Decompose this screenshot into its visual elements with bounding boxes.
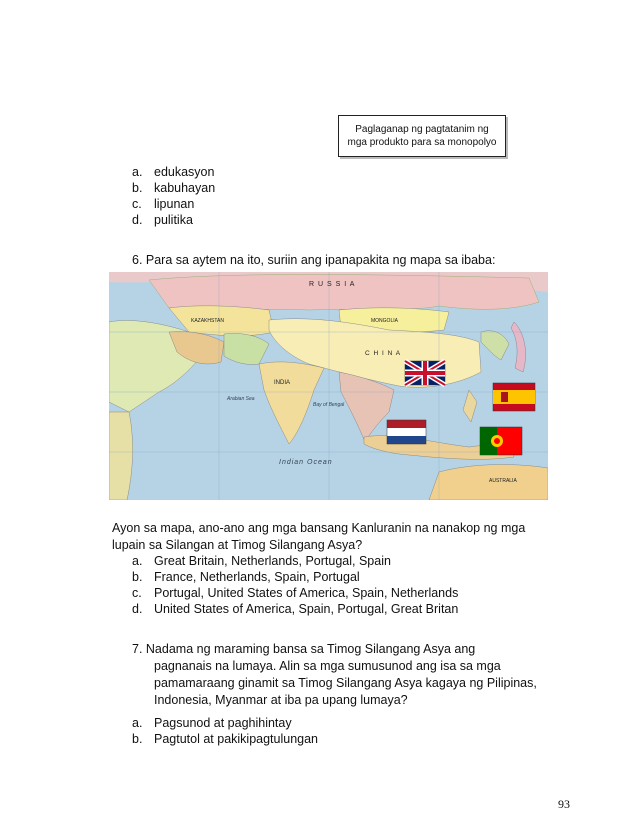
asia-map — [109, 272, 548, 500]
q6-option-c: c. Portugal, United States of America, Spain, Netherlands — [132, 586, 459, 600]
page-number: 93 — [558, 797, 570, 811]
flag-portugal — [480, 427, 522, 455]
map-label-china: C H I N A — [365, 350, 402, 357]
callout-line-1: Paglaganap ng pagtatanim ng — [355, 124, 489, 135]
flag-netherlands — [387, 420, 426, 444]
q6-prompt: 6. Para sa aytem na ito, suriin ang ipanapakita ng mapa sa ibaba: — [132, 253, 496, 267]
callout-box — [338, 115, 506, 157]
q6-option-a: a. Great Britain, Netherlands, Portugal, Spain — [132, 554, 391, 568]
map-label-russia: R U S S I A — [309, 281, 356, 288]
q6-question-line-1: Ayon sa mapa, ano-ano ang mga bansang Kanluranin na nanakop ng mga — [112, 521, 526, 535]
q7-option-b: b. Pagtutol at pakikipagtulungan — [132, 732, 319, 746]
q7-line-4: Indonesia, Myanmar at iba pa upang lumaya? — [154, 693, 408, 707]
q7-line-3: pamamaraang ginamit sa Timog Silangang Asya kagaya ng Pilipinas, — [154, 676, 537, 690]
map-label-mongolia: MONGOLIA — [371, 318, 398, 324]
map-label-bay-of-bengal: Bay of Bengal — [313, 402, 345, 408]
map-label-arabian-sea: Arabian Sea — [227, 396, 255, 402]
map-label-australia: AUSTRALIA — [489, 478, 517, 484]
q7-option-a: a. Pagsunod at paghihintay — [132, 716, 292, 730]
map-label-india: INDIA — [274, 380, 291, 386]
map-label-kazakhstan: KAZAKHSTAN — [191, 318, 224, 324]
map-label-indian-ocean: Indian Ocean — [279, 459, 333, 466]
q6-option-b: b. France, Netherlands, Spain, Portugal — [132, 570, 360, 584]
flag-spain — [493, 383, 535, 411]
q6-option-d: d. United States of America, Spain, Portugal, Great Britan — [132, 602, 459, 616]
flag-united-kingdom — [405, 361, 445, 385]
q5-option-d: d. pulitika — [132, 213, 193, 227]
callout-line-2: mga produkto para sa monopolyo — [347, 137, 497, 148]
q7-line-1: 7. Nadama ng maraming bansa sa Timog Silangang Asya ang — [132, 642, 476, 656]
q5-option-a: a. edukasyon — [132, 165, 215, 179]
q5-option-b: b. kabuhayan — [132, 181, 216, 195]
q7-line-2: pagnanais na lumaya. Alin sa mga sumusunod ang isa sa mga — [154, 659, 501, 673]
q6-question-line-2: lupain sa Silangan at Timog Silangang Asya? — [112, 538, 363, 552]
q5-option-c: c. lipunan — [132, 197, 195, 211]
